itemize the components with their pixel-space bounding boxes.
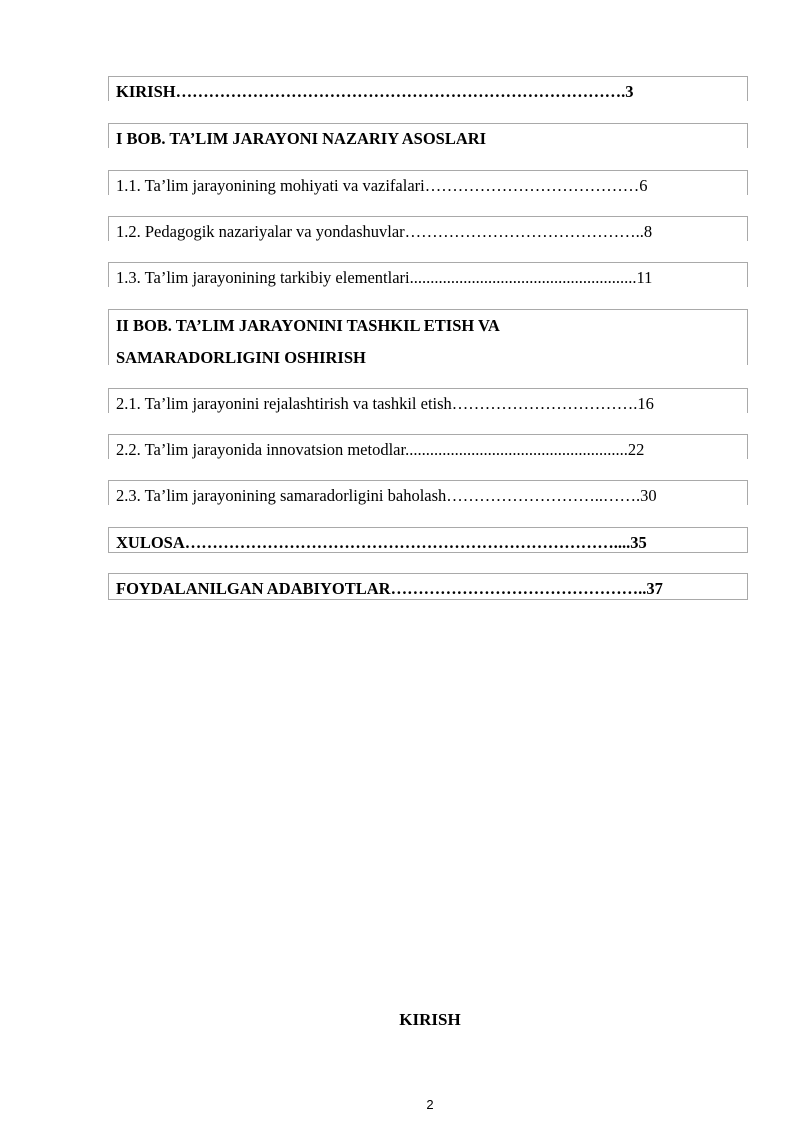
toc-entry-1-2: 1.2. Pedagogik nazariyalar va yondashuvlar……………………………………..8 bbox=[108, 216, 748, 241]
toc-entry-kirish: KIRISH……………………………………………………………………….3 bbox=[108, 76, 748, 101]
section-heading: KIRISH bbox=[399, 1010, 461, 1029]
toc-entry-2-2: 2.2. Ta’lim jarayonida innovatsion metodlar......................................................22 bbox=[108, 434, 748, 459]
toc-chapter-1-title: I BOB. TA’LIM JARAYONI NAZARIY ASOSLARI bbox=[108, 123, 748, 148]
toc-entry-adabiyotlar: FOYDALANILGAN ADABIYOTLAR………………………………………..37 bbox=[108, 573, 748, 600]
toc-chapter-2-title-line1: II BOB. TA’LIM JARAYONINI TASHKIL ETISH VA bbox=[116, 316, 500, 335]
toc-chapter-2-title bbox=[108, 309, 748, 365]
toc-entry-2-1: 2.1. Ta’lim jarayonini rejalashtirish va tashkil etish…………………………….16 bbox=[108, 388, 748, 413]
toc-entry-2-3: 2.3. Ta’lim jarayonining samaradorligini baholash………………………..…….30 bbox=[108, 480, 748, 505]
page-number: 2 bbox=[426, 1097, 434, 1112]
toc-entry-xulosa: XULOSA……………………………………………………………………....35 bbox=[108, 527, 748, 553]
toc-entry-1-3: 1.3. Ta’lim jarayonining tarkibiy elementlari.......................................................11 bbox=[108, 262, 748, 287]
toc-entry-1-1: 1.1. Ta’lim jarayonining mohiyati va vazifalari…………………………………6 bbox=[108, 170, 748, 195]
toc-chapter-2-title-line2: SAMARADORLIGINI OSHIRISH bbox=[116, 348, 366, 365]
